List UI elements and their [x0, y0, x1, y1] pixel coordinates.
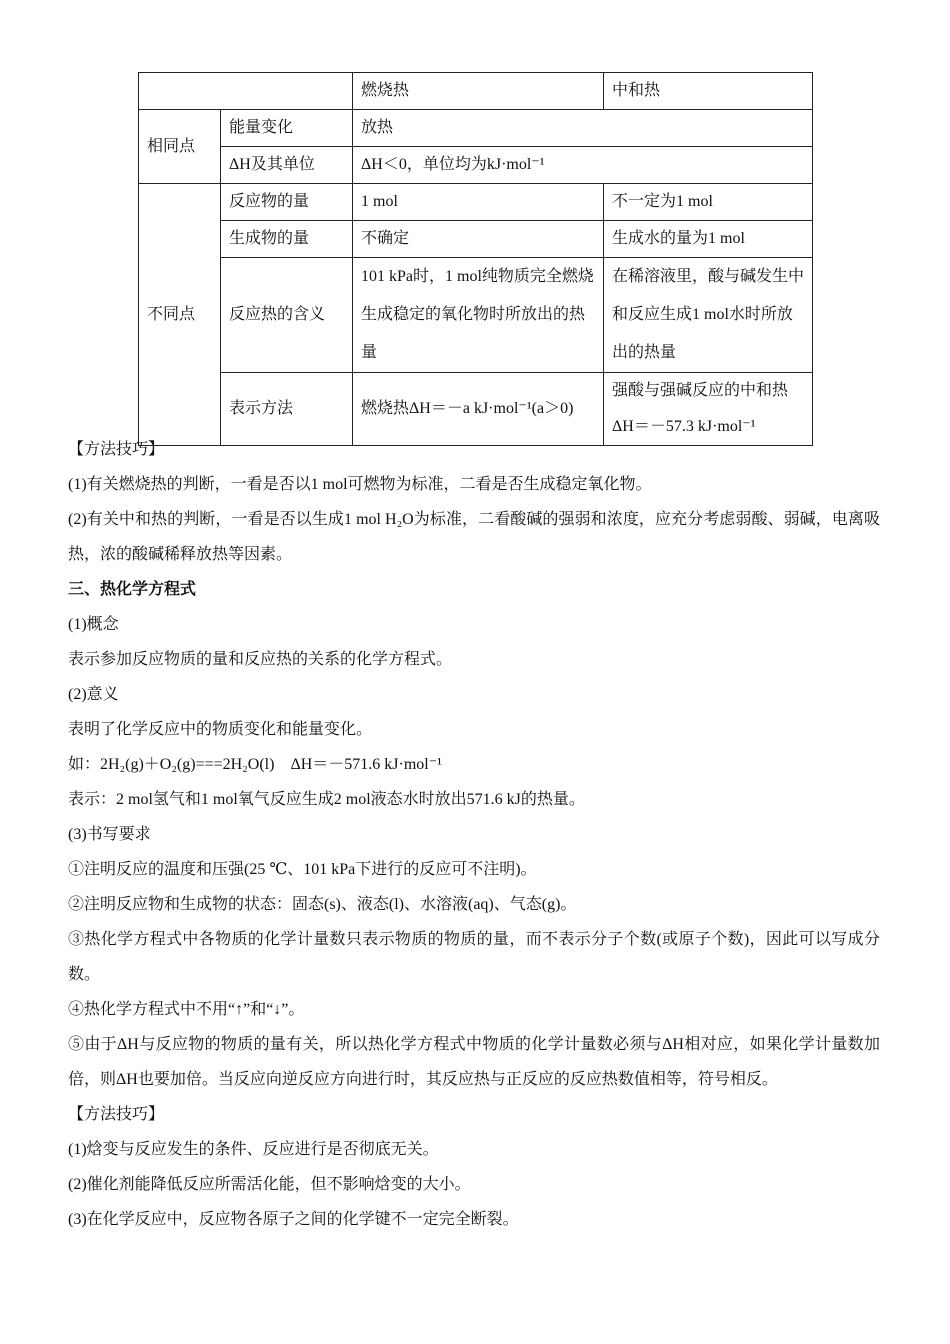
paragraph: 表明了化学反应中的物质变化和能量变化。	[68, 721, 373, 738]
subheading: (1)概念	[68, 616, 119, 633]
neutralization-value: 在稀溶液里，酸与碱发生中和反应生成1 mol水时所放出的热量	[604, 258, 813, 373]
table-row	[139, 184, 813, 221]
table-row	[139, 221, 813, 258]
row-label: 反应热的含义	[221, 258, 353, 373]
same-points-label: 相同点	[139, 110, 221, 184]
neutralization-value: 强酸与强碱反应的中和热ΔH＝－57.3 kJ·mol⁻¹	[604, 373, 813, 446]
row-label: 反应物的量	[221, 184, 353, 221]
row-label: 能量变化	[221, 110, 353, 147]
header-combustion-heat: 燃烧热	[353, 73, 604, 110]
equation-example: 如：2H₂(g)＋O₂(g)===2H₂O(l) ΔH＝－571.6 kJ·mol⁻¹	[68, 756, 442, 773]
section-heading: 三、热化学方程式	[68, 581, 197, 598]
row-label: 表示方法	[221, 373, 353, 446]
tip-item: (2)催化剂能降低反应所需活化能，但不影响焓变的大小。	[68, 1176, 471, 1193]
combustion-value: 燃烧热ΔH＝－a kJ·mol⁻¹(a＞0)	[353, 373, 604, 446]
tip-item: (3)在化学反应中，反应物各原子之间的化学键不一定完全断裂。	[68, 1211, 519, 1228]
document-body	[68, 432, 880, 1237]
requirement-item: ①注明反应的温度和压强(25 ℃、101 kPa下进行的反应可不注明)。	[68, 861, 537, 878]
table-row	[139, 147, 813, 184]
table-row	[139, 110, 813, 147]
row-combined-value: ΔH＜0，单位均为kJ·mol⁻¹	[353, 147, 813, 184]
row-combined-value: 放热	[353, 110, 813, 147]
combustion-value: 101 kPa时，1 mol纯物质完全燃烧生成稳定的氧化物时所放出的热量	[353, 258, 604, 373]
combustion-value: 不确定	[353, 221, 604, 258]
paragraph: 表示：2 mol氢气和1 mol氧气反应生成2 mol液态水时放出571.6 kJ的热量。	[68, 791, 585, 808]
row-label: ΔH及其单位	[221, 147, 353, 184]
header-empty-cell	[139, 73, 353, 110]
row-label: 生成物的量	[221, 221, 353, 258]
paragraph: 表示参加反应物质的量和反应热的关系的化学方程式。	[68, 651, 453, 668]
table-row	[139, 258, 813, 373]
table-header-row	[139, 73, 813, 110]
tip-item: (1)焓变与反应发生的条件、反应进行是否彻底无关。	[68, 1141, 439, 1158]
tip-item: (1)有关燃烧热的判断，一看是否以1 mol可燃物为标准，二看是否生成稳定氧化物。	[68, 476, 652, 493]
requirement-item: ④热化学方程式中不用“↑”和“↓”。	[68, 1001, 305, 1018]
header-neutralization-heat: 中和热	[604, 73, 813, 110]
neutralization-value: 不一定为1 mol	[604, 184, 813, 221]
tips-title: 【方法技巧】	[68, 1106, 165, 1123]
subheading: (2)意义	[68, 686, 119, 703]
subheading: (3)书写要求	[68, 826, 151, 843]
combustion-value: 1 mol	[353, 184, 604, 221]
requirement-item: ②注明反应物和生成物的状态：固态(s)、液态(l)、水溶液(aq)、气态(g)。	[68, 896, 577, 913]
requirement-item: ⑤由于ΔH与反应物的物质的量有关，所以热化学方程式中物质的化学计量数必须与ΔH相对应，如果化学计量数加倍，则ΔH也要加倍。当反应向逆反应方向进行时，其反应热与正反应的反应热数值相等，符号相反。	[68, 1036, 880, 1088]
diff-points-label: 不同点	[139, 184, 221, 446]
tips-title: 【方法技巧】	[68, 441, 165, 458]
tip-item: (2)有关中和热的判断，一看是否以生成1 mol H₂O为标准，二看酸碱的强弱和浓度，应充分考虑弱酸、弱碱，电离吸热，浓的酸碱稀释放热等因素。	[68, 511, 880, 563]
neutralization-value: 生成水的量为1 mol	[604, 221, 813, 258]
requirement-item: ③热化学方程式中各物质的化学计量数只表示物质的物质的量，而不表示分子个数(或原子个数)，因此可以写成分数。	[68, 931, 880, 983]
comparison-table	[138, 72, 813, 446]
